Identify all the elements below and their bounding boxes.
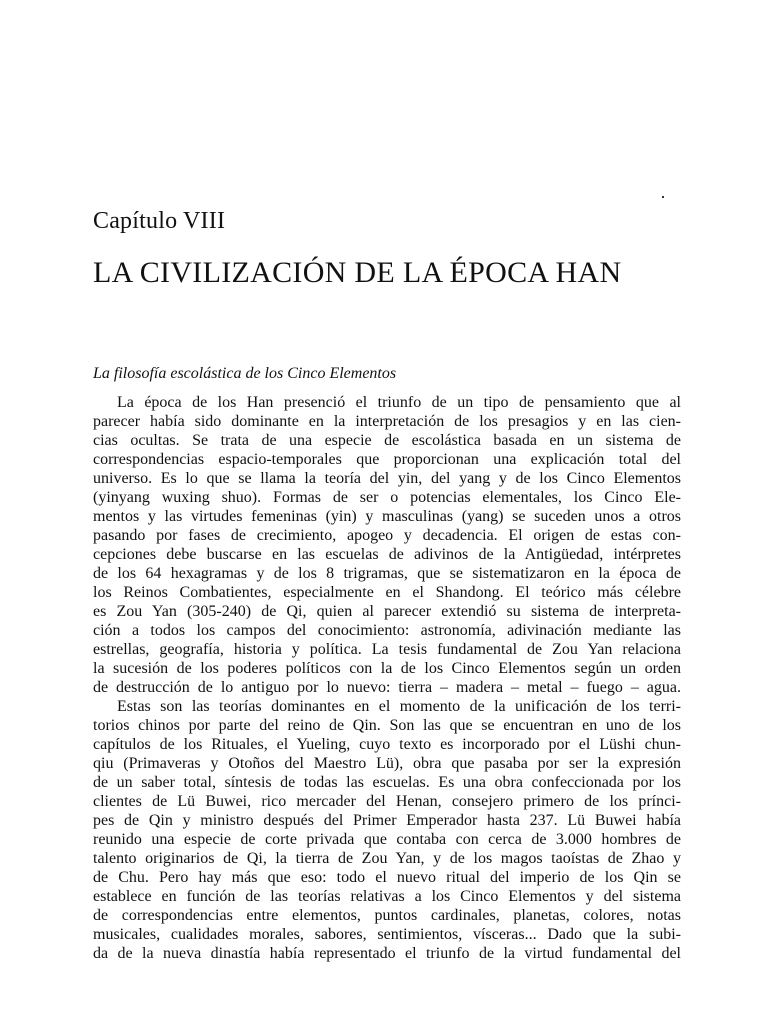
text-line: La época de los Han presenció el triunfo de un tipo de pensamiento que al bbox=[117, 394, 681, 411]
text-line: ción a todos los campos del conocimiento: astronomía, adivinación mediante las bbox=[93, 622, 681, 639]
text-line: cepciones debe buscarse en las escuelas de adivinos de la Antigüedad, intérpretes bbox=[93, 546, 681, 563]
text-line: de Chu. Pero hay más que eso: todo el nuevo ritual del imperio de los Qin se bbox=[93, 869, 681, 886]
text-line: talento originarios de Qi, la tierra de Zou Yan, y de los magos taoístas de Zhao y bbox=[93, 850, 681, 867]
text-line: torios chinos por parte del reino de Qin. Son las que se encuentran en uno de los bbox=[93, 717, 681, 734]
body-text bbox=[93, 393, 681, 963]
text-line: universo. Es lo que se llama la teoría del yin, del yang y de los Cinco Elementos bbox=[93, 470, 681, 487]
text-line: clientes de Lü Buwei, rico mercader del Henan, consejero primero de los prínci- bbox=[93, 793, 681, 810]
text-line: Estas son las teorías dominantes en el momento de la unificación de los terri- bbox=[117, 698, 681, 715]
text-line: estrellas, geografía, historia y política. La tesis fundamental de Zou Yan relaciona bbox=[93, 641, 681, 658]
text-line: correspondencias espacio-temporales que proporcionan una explicación total del bbox=[93, 451, 681, 468]
text-line: pasando por fases de crecimiento, apogeo y decadencia. El origen de estas con- bbox=[93, 527, 681, 544]
text-line: capítulos de los Rituales, el Yueling, cuyo texto es incorporado por el Lüshi chun- bbox=[93, 736, 681, 753]
text-line: establece en función de las teorías relativas a los Cinco Elementos y del sistema bbox=[93, 888, 681, 905]
text-line: musicales, cualidades morales, sabores, sentimientos, vísceras... Dado que la subi- bbox=[93, 926, 681, 943]
chapter-label: Capítulo VIII bbox=[93, 208, 226, 234]
text-line: los Reinos Combatientes, especialmente en el Shandong. El teórico más célebre bbox=[93, 584, 681, 601]
text-line: parecer había sido dominante en la interpretación de los presagios y en las cien- bbox=[93, 413, 681, 430]
text-line: qiu (Primaveras y Otoños del Maestro Lü), obra que pasaba por ser la expresión bbox=[93, 755, 681, 772]
text-line: cias ocultas. Se trata de una especie de escolástica basada en un sistema de bbox=[93, 432, 681, 449]
text-line: reunido una especie de corte privada que contaba con cerca de 3.000 hombres de bbox=[93, 831, 681, 848]
section-heading: La filosofía escolástica de los Cinco Elementos bbox=[93, 365, 397, 382]
text-line: de un saber total, síntesis de todas las escuelas. Es una obra confeccionada por los bbox=[93, 774, 681, 791]
text-line: mentos y las virtudes femeninas (yin) y masculinas (yang) se suceden unos a otros bbox=[93, 508, 681, 525]
text-line: pes de Qin y ministro después del Primer Emperador hasta 237. Lü Buwei había bbox=[93, 812, 681, 829]
text-line: es Zou Yan (305-240) de Qi, quien al parecer extendió su sistema de interpreta- bbox=[93, 603, 681, 620]
text-line: de correspondencias entre elementos, puntos cardinales, planetas, colores, notas bbox=[93, 907, 681, 924]
text-line: de los 64 hexagramas y de los 8 trigramas, que se sistematizaron en la época de bbox=[93, 565, 681, 582]
scan-speck bbox=[662, 196, 664, 198]
chapter-title: LA CIVILIZACIÓN DE LA ÉPOCA HAN bbox=[93, 256, 622, 289]
text-line: (yinyang wuxing shuo). Formas de ser o potencias elementales, los Cinco Ele- bbox=[93, 489, 681, 506]
text-line: la sucesión de los poderes políticos con la de los Cinco Elementos según un orden bbox=[93, 660, 681, 677]
text-line: da de la nueva dinastía había representado el triunfo de la virtud fundamental del bbox=[93, 945, 681, 962]
text-line: de destrucción de lo antiguo por lo nuevo: tierra – madera – metal – fuego – agua. bbox=[93, 679, 681, 696]
